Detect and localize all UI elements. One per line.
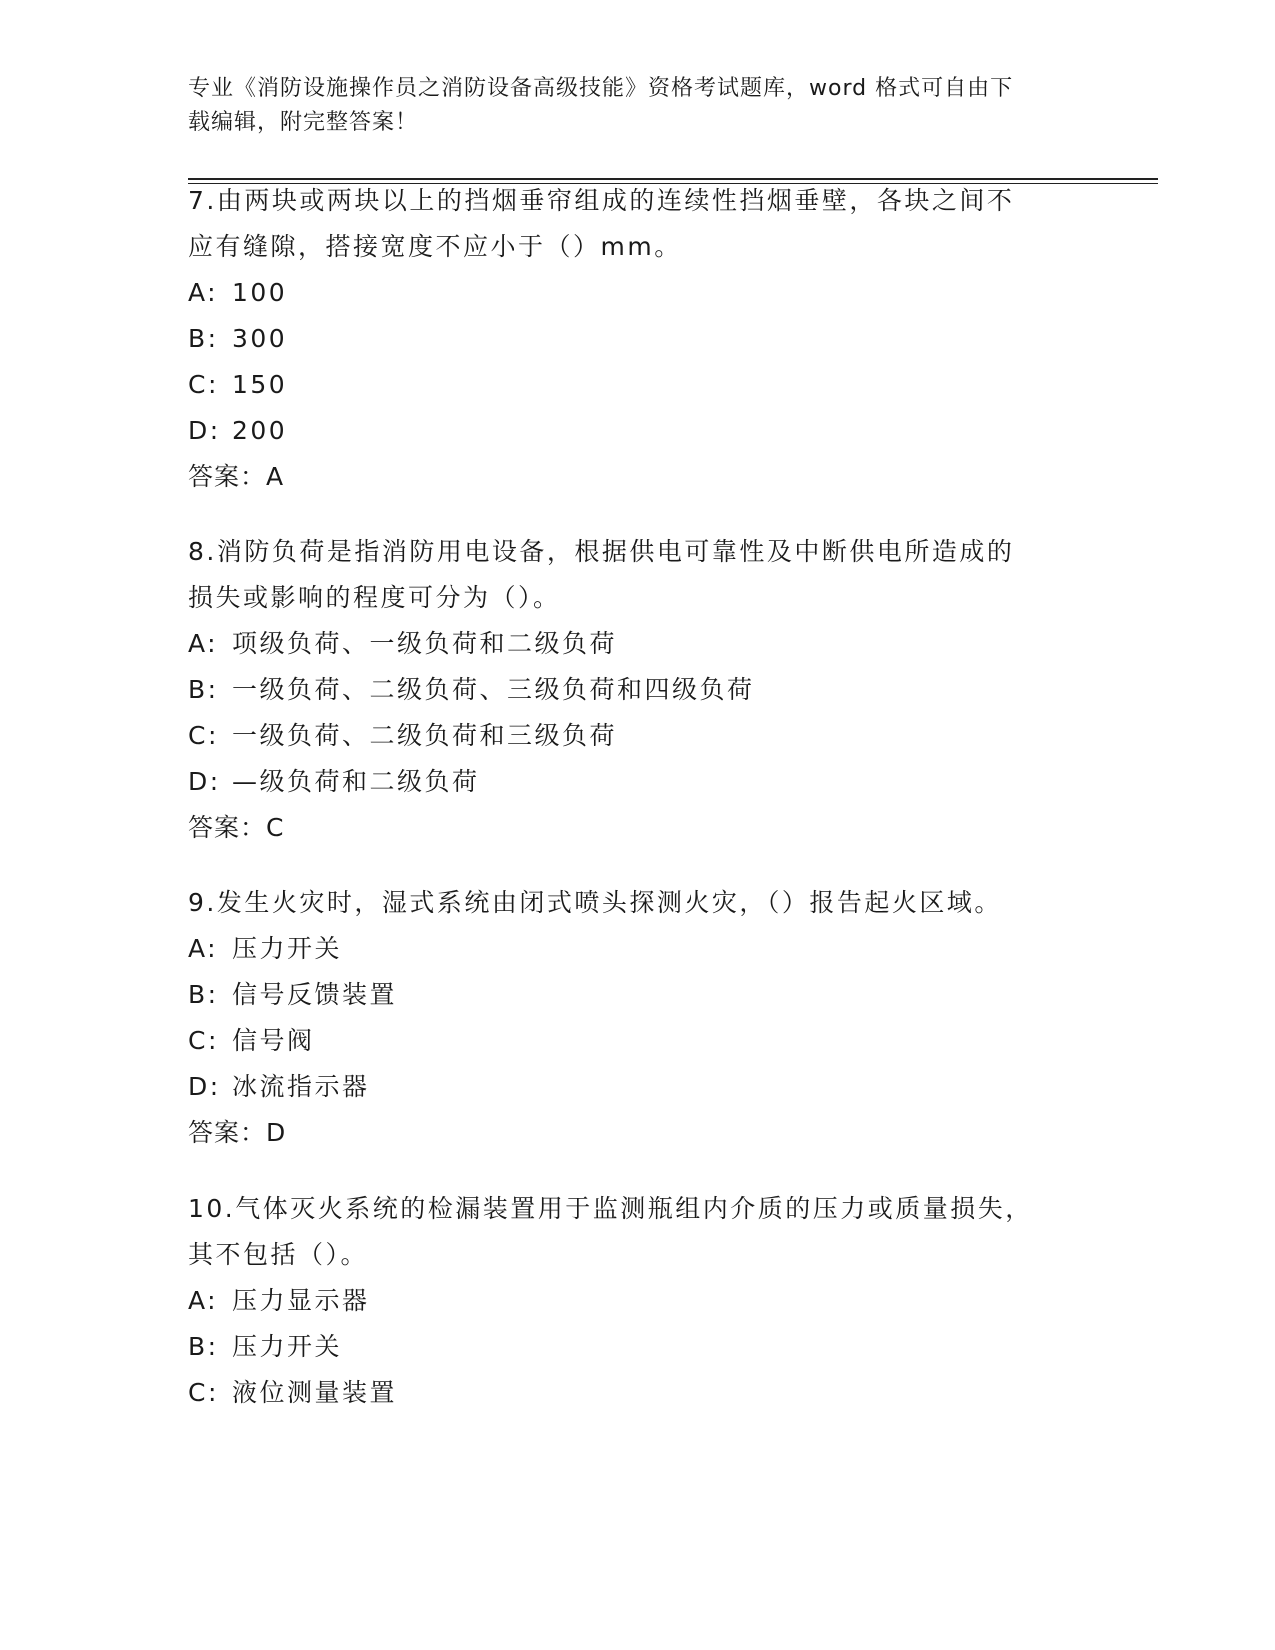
option-key: A: <box>188 278 219 307</box>
option-key: B: <box>188 324 219 353</box>
question-stem-line-2: 损失或影响的程度可分为（）。 <box>188 583 561 612</box>
option-key: D: <box>188 1072 221 1101</box>
option-b <box>188 667 1088 713</box>
option-key: C: <box>188 370 219 399</box>
answer-line: 答案：A <box>188 462 285 491</box>
header-line-2: 载编辑，附完整答案！ <box>188 110 419 135</box>
option-key: C: <box>188 1378 219 1407</box>
option-text: 压力开关 <box>232 1332 343 1361</box>
question-stem-line-1: 8.消防负荷是指消防用电设备，根据供电可靠性及中断供电所造成的 <box>188 537 1015 566</box>
option-c <box>188 713 1088 759</box>
option-a <box>188 1278 1088 1324</box>
option-d <box>188 759 1088 805</box>
question-8 <box>188 529 1088 851</box>
question-stem-line-1: 9.发生火灾时，湿式系统由闭式喷头探测火灾，（）报告起火区域。 <box>188 888 1002 917</box>
option-text: 一级负荷、二级负荷和三级负荷 <box>232 721 618 750</box>
question-7 <box>188 178 1088 500</box>
document-header <box>188 72 1088 140</box>
option-key: A: <box>188 1286 219 1315</box>
option-key: D: <box>188 767 221 796</box>
option-text: 一级负荷、二级负荷、三级负荷和四级负荷 <box>232 675 755 704</box>
question-stem-line-2: 应有缝隙，搭接宽度不应小于（）mm。 <box>188 232 682 261</box>
option-c <box>188 1370 1088 1416</box>
option-text: 冰流指示器 <box>232 1072 370 1101</box>
option-text: 信号反馈装置 <box>232 980 398 1009</box>
option-text: 压力显示器 <box>232 1286 370 1315</box>
option-key: B: <box>188 980 219 1009</box>
option-b <box>188 972 1088 1018</box>
option-text: 项级负荷、一级负荷和二级负荷 <box>232 629 618 658</box>
option-d <box>188 408 1088 454</box>
option-a <box>188 926 1088 972</box>
option-key: A: <box>188 934 219 963</box>
option-key: C: <box>188 721 219 750</box>
option-text: —级负荷和二级负荷 <box>232 767 480 796</box>
option-text: 150 <box>232 370 288 399</box>
option-b <box>188 316 1088 362</box>
option-d <box>188 1064 1088 1110</box>
question-10 <box>188 1186 1088 1416</box>
header-line-1: 专业《消防设施操作员之消防设备高级技能》资格考试题库，word 格式可自由下 <box>188 76 1014 101</box>
option-text: 200 <box>232 416 288 445</box>
answer-line: 答案：D <box>188 1118 287 1147</box>
option-text: 100 <box>232 278 288 307</box>
option-text: 压力开关 <box>232 934 343 963</box>
option-a <box>188 621 1088 667</box>
question-stem-line-2: 其不包括（）。 <box>188 1240 369 1269</box>
option-key: B: <box>188 1332 219 1361</box>
option-text: 300 <box>232 324 288 353</box>
option-text: 液位测量装置 <box>232 1378 398 1407</box>
option-key: D: <box>188 416 221 445</box>
option-key: B: <box>188 675 219 704</box>
question-stem-line-1: 10.气体灭火系统的检漏装置用于监测瓶组内介质的压力或质量损失， <box>188 1194 1033 1223</box>
option-c <box>188 362 1088 408</box>
question-9 <box>188 880 1088 1156</box>
option-c <box>188 1018 1088 1064</box>
answer-line: 答案：C <box>188 813 285 842</box>
option-a <box>188 270 1088 316</box>
question-stem-line-1: 7.由两块或两块以上的挡烟垂帘组成的连续性挡烟垂壁，各块之间不 <box>188 186 1015 215</box>
option-text: 信号阀 <box>232 1026 315 1055</box>
option-key: A: <box>188 629 219 658</box>
option-key: C: <box>188 1026 219 1055</box>
option-b <box>188 1324 1088 1370</box>
